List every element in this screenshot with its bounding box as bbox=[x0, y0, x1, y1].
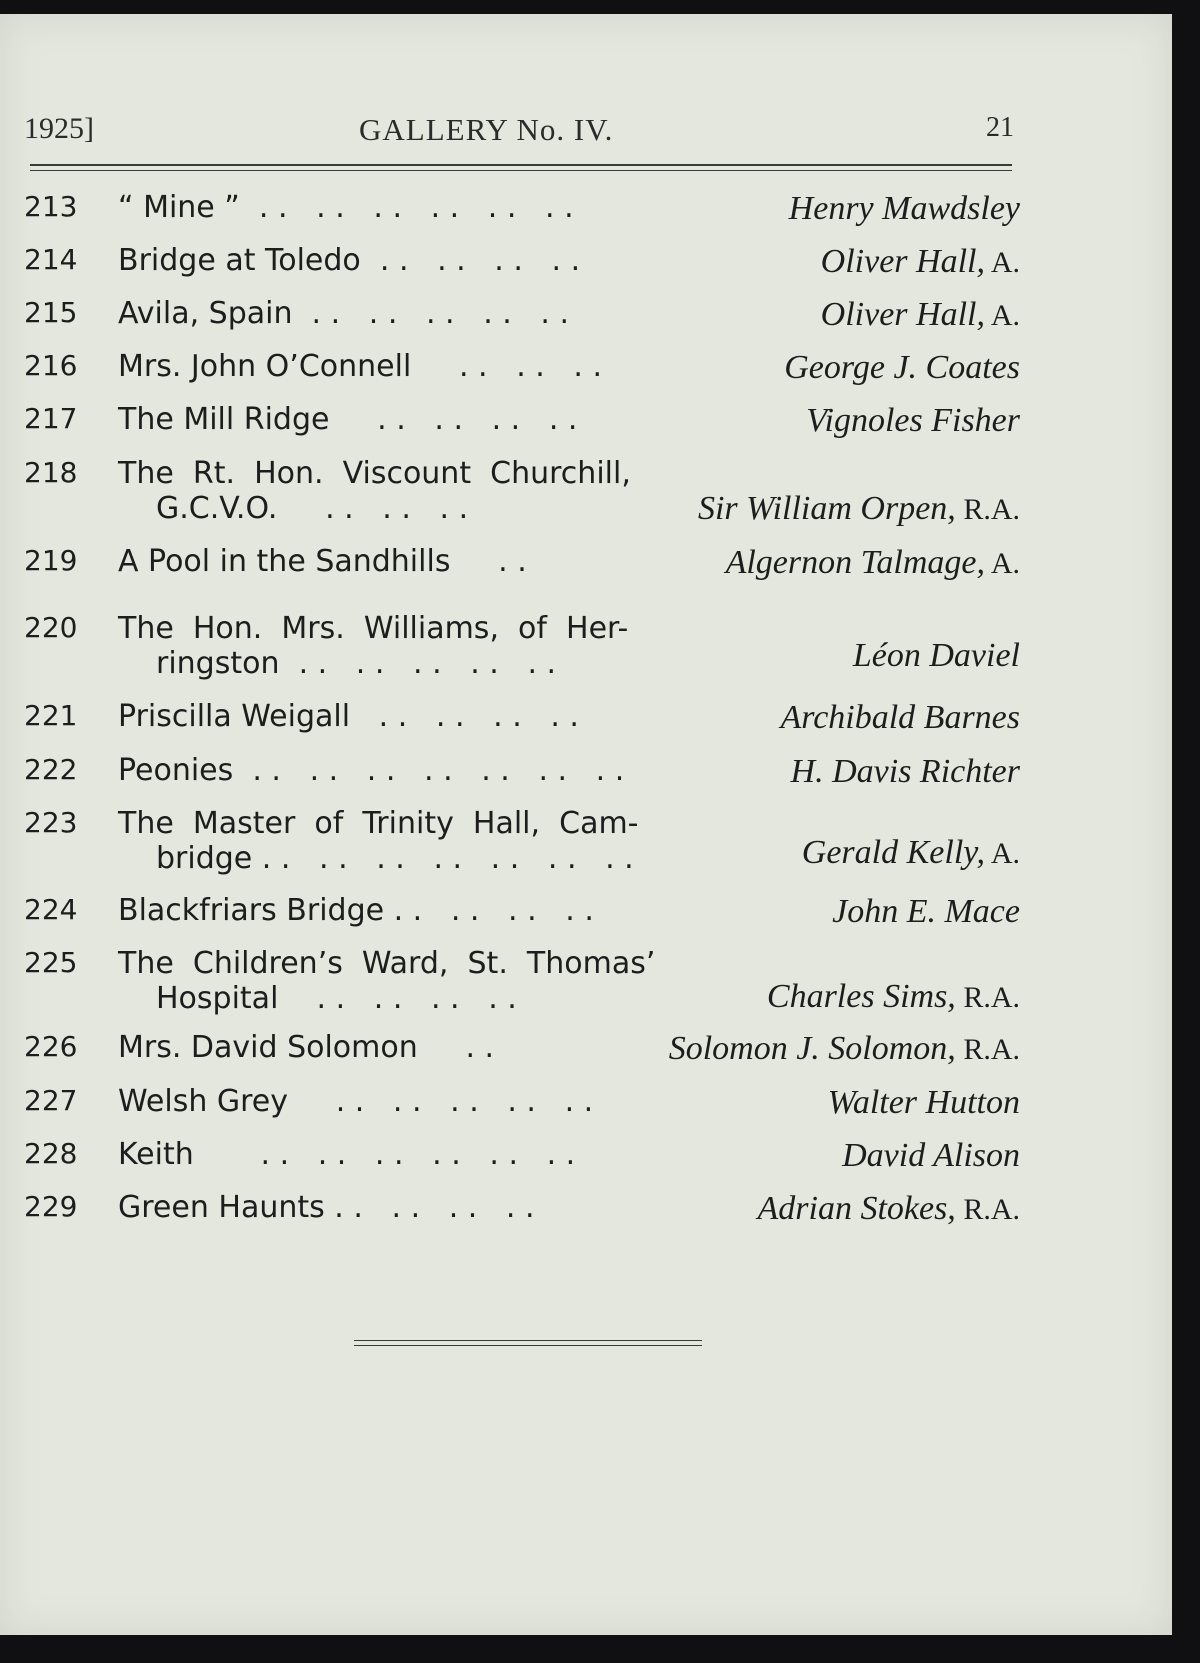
entry-number: 218 bbox=[24, 456, 78, 489]
entry-artist: Archibald Barnes bbox=[780, 699, 1020, 736]
entry-artist: Gerald Kelly, bbox=[801, 834, 985, 871]
artist-suffix: A. bbox=[984, 837, 1020, 870]
artist-suffix: A. bbox=[984, 246, 1020, 279]
leader-dots: . . . . . . . . bbox=[360, 243, 581, 278]
leader-dots: . . . . . . . . . . bbox=[292, 296, 570, 331]
leader-dots: . . bbox=[417, 1030, 495, 1065]
entry-title: Bridge at Toledo bbox=[118, 243, 361, 278]
entry-number: 229 bbox=[24, 1190, 78, 1223]
entry-number: 227 bbox=[24, 1084, 78, 1117]
artist-suffix: R.A. bbox=[955, 981, 1020, 1014]
entry-artist: Léon Daviel bbox=[852, 637, 1020, 674]
entry-title: Mrs. David Solomon bbox=[118, 1030, 418, 1065]
entry-number: 225 bbox=[24, 946, 78, 979]
leader-dots: . . . . . . . . . . . . . . bbox=[252, 841, 634, 876]
entry-title: “ Mine ” bbox=[118, 190, 240, 225]
entry-artist: Solomon J. Solomon, bbox=[668, 1030, 956, 1067]
entry-title: Priscilla Weigall bbox=[118, 699, 351, 734]
leader-dots: . . . . . . . . bbox=[384, 893, 594, 928]
leader-dots: . . . . . . bbox=[277, 491, 469, 526]
leader-dots: . . . . . . . . . . . . bbox=[239, 190, 574, 225]
header-title: GALLERY No. IV. bbox=[359, 112, 614, 147]
entry-artist: H. Davis Richter bbox=[790, 753, 1020, 790]
artist-suffix: A. bbox=[984, 547, 1020, 580]
entry-number: 228 bbox=[24, 1137, 78, 1170]
leader-dots: . . . . . . . . . . . . . . bbox=[233, 753, 625, 788]
entry-artist: Sir William Orpen, bbox=[697, 490, 956, 527]
entry-title: Mrs. John O’Connell bbox=[118, 349, 412, 384]
entry-title: Avila, Spain bbox=[118, 296, 293, 331]
entry-title-continued: ringston bbox=[156, 646, 280, 681]
entry-artist: Henry Mawdsley bbox=[788, 190, 1020, 227]
entry-number: 216 bbox=[24, 349, 78, 382]
entry-title: Green Haunts bbox=[118, 1190, 325, 1225]
leader-dots: . . . . . . . . . . . . bbox=[193, 1137, 576, 1172]
entry-number: 215 bbox=[24, 296, 78, 329]
entry-number: 217 bbox=[24, 402, 78, 435]
entry-number: 223 bbox=[24, 806, 78, 839]
entry-artist: Oliver Hall, bbox=[820, 243, 985, 280]
entry-artist: Oliver Hall, bbox=[820, 296, 985, 333]
entry-title: The Master of Trinity Hall, Cam- bbox=[118, 806, 639, 841]
leader-dots: . . . . . . bbox=[411, 349, 603, 384]
entry-number: 220 bbox=[24, 611, 78, 644]
entry-artist: John E. Mace bbox=[832, 893, 1020, 930]
entry-number: 221 bbox=[24, 699, 78, 732]
leader-dots: . . . . . . . . bbox=[324, 1190, 535, 1225]
leader-dots: . . bbox=[450, 544, 527, 579]
entry-title-continued: G.C.V.O. bbox=[156, 491, 278, 526]
entry-artist: Vignoles Fisher bbox=[806, 402, 1020, 439]
page-header bbox=[24, 112, 1014, 152]
leader-dots: . . . . . . . . . . bbox=[279, 646, 557, 681]
entry-title: The Hon. Mrs. Williams, of Her- bbox=[118, 611, 629, 646]
entry-title: The Children’s Ward, St. Thomas’ bbox=[118, 946, 656, 981]
entry-title: Blackfriars Bridge bbox=[118, 893, 385, 928]
artist-suffix: A. bbox=[984, 299, 1020, 332]
entry-artist: Algernon Talmage, bbox=[725, 544, 985, 581]
artist-suffix: R.A. bbox=[955, 1033, 1020, 1066]
header-page-number: 21 bbox=[986, 112, 1014, 143]
entry-title-continued: Hospital bbox=[156, 981, 279, 1016]
entry-title-continued: bridge bbox=[156, 841, 253, 876]
leader-dots: . . . . . . . . bbox=[350, 699, 579, 734]
entry-title: Welsh Grey bbox=[118, 1084, 289, 1119]
leader-dots: . . . . . . . . bbox=[278, 981, 517, 1016]
entry-artist: Charles Sims, bbox=[766, 978, 956, 1015]
artist-suffix: R.A. bbox=[955, 1193, 1020, 1226]
entry-number: 226 bbox=[24, 1030, 78, 1063]
entry-number: 222 bbox=[24, 753, 78, 786]
artist-suffix: R.A. bbox=[955, 493, 1020, 526]
entry-artist: David Alison bbox=[842, 1137, 1020, 1174]
entry-number: 224 bbox=[24, 893, 78, 926]
header-rule bbox=[30, 164, 1012, 171]
leader-dots: . . . . . . . . . . bbox=[288, 1084, 594, 1119]
entry-artist: George J. Coates bbox=[784, 349, 1020, 386]
entry-title: A Pool in the Sandhills bbox=[118, 544, 451, 579]
leader-dots: . . . . . . . . bbox=[329, 402, 578, 437]
entry-number: 219 bbox=[24, 544, 78, 577]
entry-title: The Mill Ridge bbox=[118, 402, 330, 437]
entry-artist: Adrian Stokes, bbox=[757, 1190, 956, 1227]
entry-number: 214 bbox=[24, 243, 78, 276]
entry-title: Peonies bbox=[118, 753, 234, 788]
entry-number: 213 bbox=[24, 190, 78, 223]
entry-title: The Rt. Hon. Viscount Churchill, bbox=[118, 456, 631, 491]
catalogue-page bbox=[0, 14, 1172, 1635]
entry-title: Keith bbox=[118, 1137, 194, 1172]
entry-artist: Walter Hutton bbox=[827, 1084, 1020, 1121]
header-year: 1925] bbox=[24, 112, 94, 145]
end-rule bbox=[354, 1340, 702, 1346]
